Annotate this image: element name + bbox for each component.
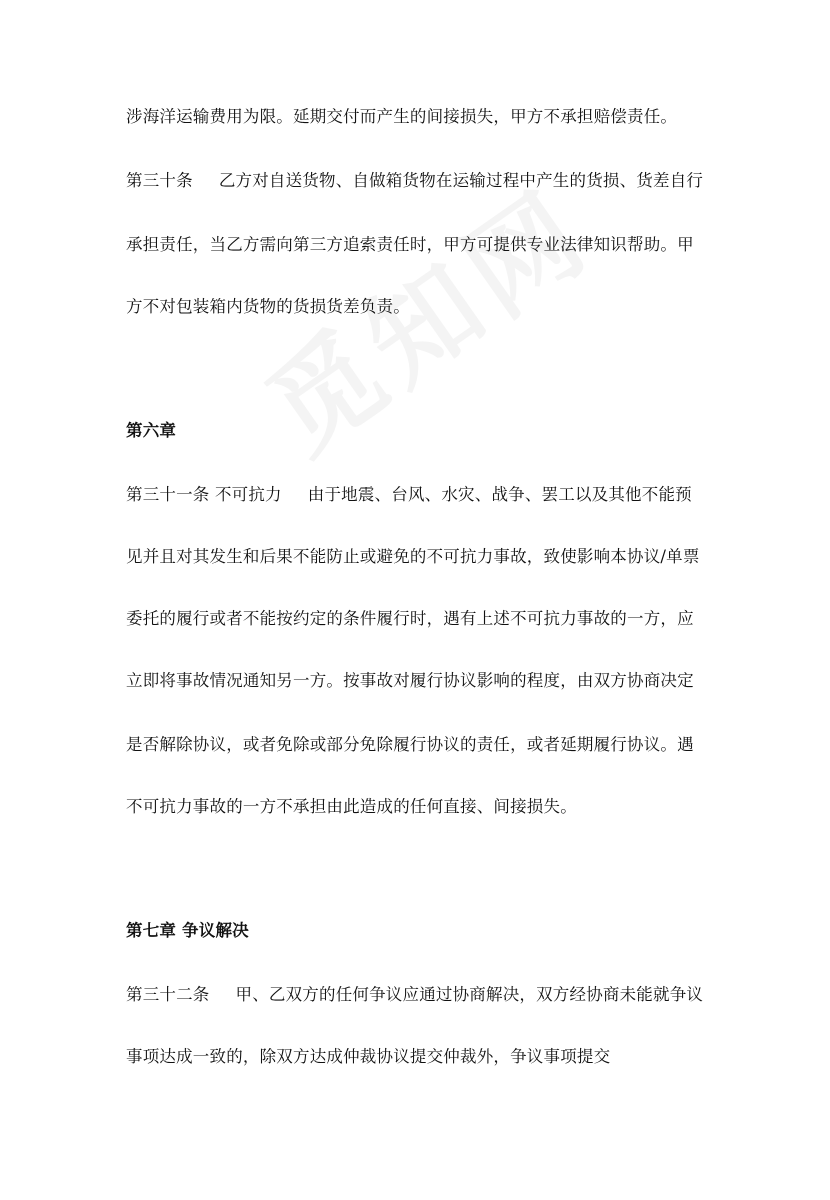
article-31-line-5: 是否解除协议，或者免除或部分免除履行协议的责任，或者延期履行协议。遇	[126, 735, 694, 754]
article-31-line-4: 立即将事故情况通知另一方。按事故对履行协议影响的程度，由双方协商决定	[126, 671, 694, 690]
watermark	[250, 174, 608, 471]
chapter-7-heading: 第七章 争议解决	[126, 921, 249, 940]
article-32-label: 第三十二条	[126, 985, 210, 1004]
article-32-line-1	[126, 984, 703, 1006]
article-30-text: 乙方对自送货物、自做箱货物在运输过程中产生的货损、货差自行	[218, 171, 704, 190]
article-30-line-2: 承担责任，当乙方需向第三方追索责任时，甲方可提供专业法律知识帮助。甲	[126, 235, 694, 254]
watermark-bottom-mark	[383, 1185, 384, 1186]
article-31-line-6: 不可抗力事故的一方不承担由此造成的任何直接、间接损失。	[126, 797, 577, 816]
chapter-6-heading: 第六章	[126, 421, 177, 440]
article-31-text: 由于地震、台风、水灾、战争、罢工以及其他不能预	[307, 485, 692, 504]
article-30-line-1	[126, 170, 703, 192]
article-31-line-1	[126, 484, 692, 506]
article-32-line-2: 事项达成一致的，除双方达成仲裁协议提交仲裁外，争议事项提交	[126, 1047, 611, 1066]
article-31-line-2: 见并且对其发生和后果不能防止或避免的不可抗力事故，致使影响本协议/单票	[126, 547, 700, 566]
body-line-1: 涉海洋运输费用为限。延期交付而产生的间接损失，甲方不承担赔偿责任。	[126, 107, 678, 126]
article-30-label: 第三十条	[126, 171, 193, 190]
watermark-bottom	[330, 1109, 394, 1200]
article-32-text: 甲、乙双方的任何争议应通过协商解决，双方经协商未能就争议	[235, 985, 704, 1004]
article-30-line-3: 方不对包装箱内货物的货损货差负责。	[126, 297, 410, 316]
article-31-label: 第三十一条 不可抗力	[126, 485, 282, 504]
article-31-line-3: 委托的履行或者不能按约定的条件履行时，遇有上述不可抗力事故的一方，应	[126, 609, 694, 628]
